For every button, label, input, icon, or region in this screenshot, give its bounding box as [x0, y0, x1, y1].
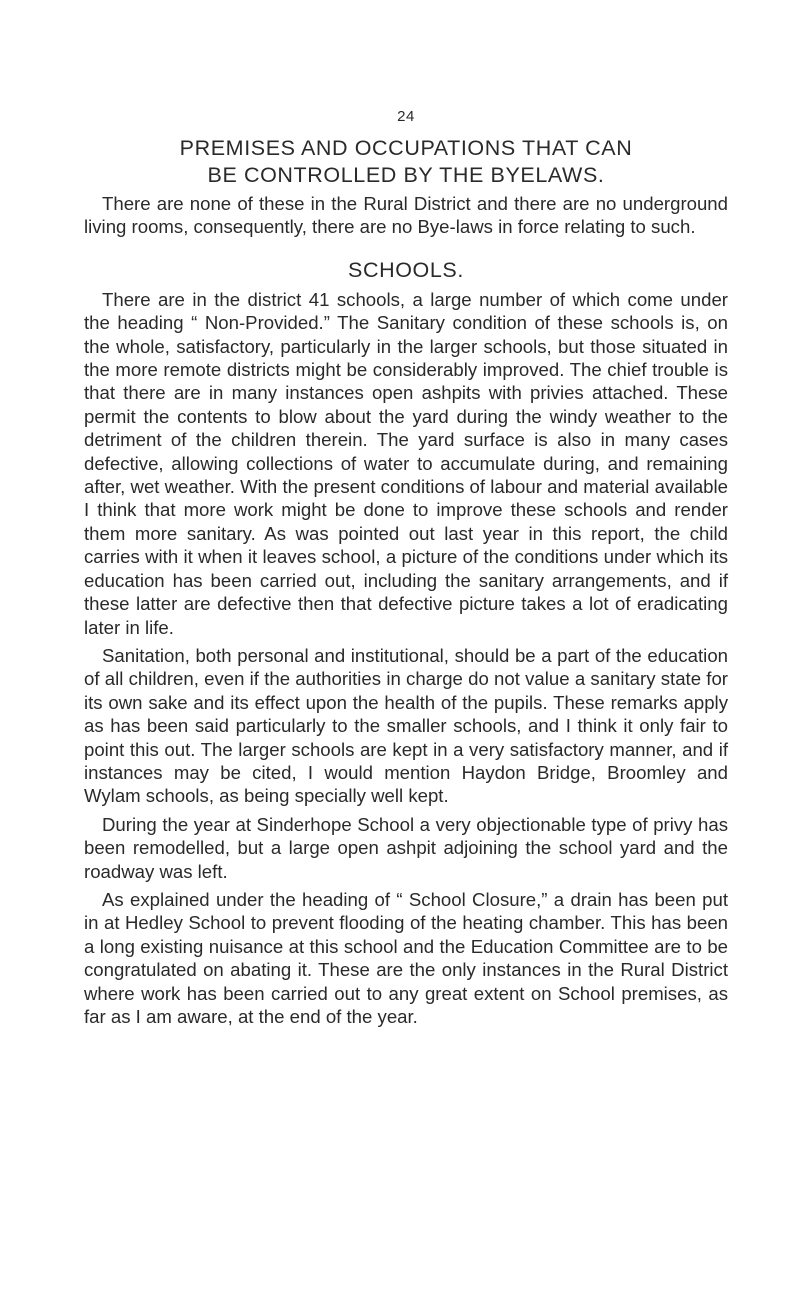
section-heading-premises [84, 135, 728, 189]
paragraph-premises: There are none of these in the Rural District and there are no underground living rooms, consequently, there are no Bye-laws in force relating to such. [84, 193, 728, 238]
section-heading-schools: SCHOOLS. [348, 257, 464, 282]
paragraph-schools-4: As explained under the heading of “ School Closure,” a drain has been put in at Hedley School to prevent flooding of the heating chamber. This has been a long existing nuisance at this school and the Education Committee are to be congratulated on abating it. These are the only instances in the Rural District where work has been carried out to any great extent on School premises, as far as I am aware, at the end of the year. [84, 888, 728, 1027]
document-page [84, 108, 728, 1028]
paragraph-schools-2: Sanitation, both personal and institutional, should be a part of the education of all children, even if the authorities in charge do not value a sanitary state for its own sake and its effect upon the health of the pupils. These remarks apply as has been said particularly to the smaller schools, and I think it only fair to point this out. The larger schools are kept in a very satisfactory manner, and if instances may be cited, I would mention Haydon Bridge, Broomley and Wylam schools, as being specially well kept. [84, 644, 728, 807]
page-number: 24 [397, 108, 415, 125]
paragraph-schools-1: There are in the district 41 schools, a large number of which come under the heading “ Non-Provided.” The Sanitary condition of these schools is, on the whole, satisfactory, particularly in the larger schools, but those situated in the more remote districts might be considerably improved. The chief trouble is that there are in many instances open ashpits with privies attached. These permit the contents to blow about the yard during the windy weather to the detriment of the children therein. The yard surface is also in many cases defective, allowing collections of water to accumulate during, and remaining after, wet weather. With the present conditions of labour and material available I think that more work might be done to improve these schools and render them more sanitary. As was pointed out last year in this report, the child carries with it when it leaves school, a picture of the conditions under which its education has been carried out, including the sanitary arrangements, and if these latter are defective then that defective picture takes a lot of eradicating later in life. [84, 288, 728, 638]
heading-line-2: BE CONTROLLED BY THE BYELAWS. [207, 163, 605, 187]
heading-line-1: PREMISES AND OCCUPATIONS THAT CAN [179, 136, 633, 160]
paragraph-schools-3: During the year at Sinderhope School a very objectionable type of privy has been remodelled, but a large open ashpit adjoining the school yard and the roadway was left. [84, 813, 728, 882]
